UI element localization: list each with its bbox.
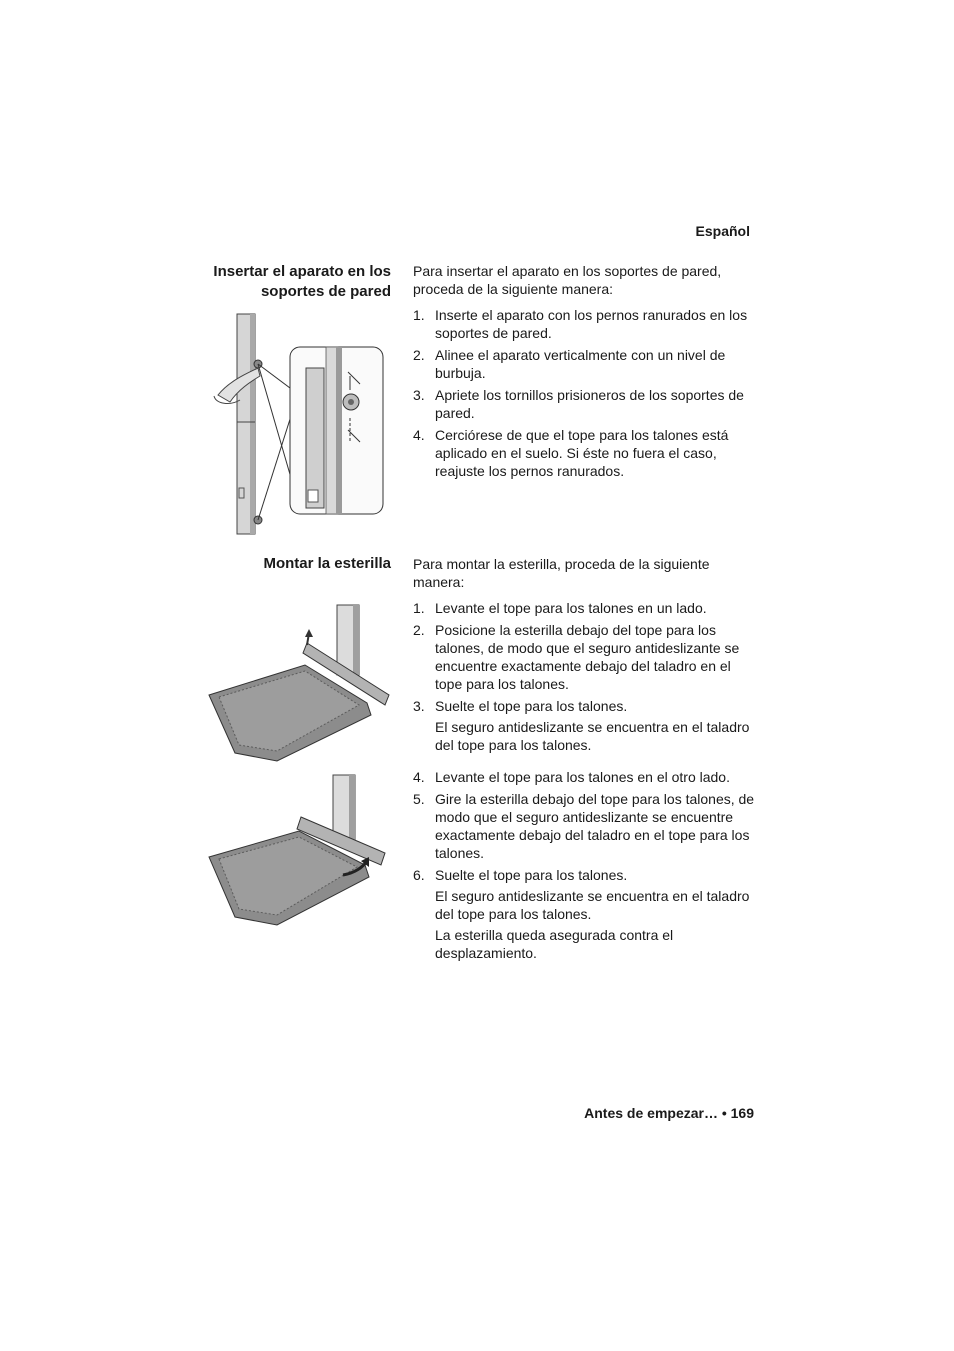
step-number: 2.	[413, 622, 425, 638]
list-item	[413, 697, 758, 754]
section2-intro: Para montar la esterilla, proceda de la siguiente manera:	[413, 556, 710, 590]
step-text: Posicione la esterilla debajo del tope para los talones, de modo que el seguro antideslizante se encuentre exactamente debajo del taladro en el tope para los talones.	[435, 622, 740, 692]
mat-illustration-2	[205, 773, 390, 928]
list-item	[413, 621, 758, 693]
step-number: 3.	[413, 387, 425, 403]
list-item	[413, 768, 758, 786]
list-item	[413, 866, 758, 962]
step-text: Alinee el aparato verticalmente con un nivel de burbuja.	[435, 347, 726, 381]
step-text: Suelte el tope para los talones.	[435, 867, 628, 883]
step-number: 3.	[413, 698, 425, 714]
list-item	[413, 306, 758, 342]
step-note: La esterilla queda asegurada contra el desplazamiento.	[435, 927, 674, 961]
list-item	[413, 386, 758, 422]
step-text: Apriete los tornillos prisioneros de los soportes de pared.	[435, 387, 744, 421]
wall-mount-illustration	[210, 310, 390, 535]
step-text: Inserte el aparato con los pernos ranurados en los soportes de pared.	[435, 307, 748, 341]
step-text: Levante el tope para los talones en el otro lado.	[435, 769, 730, 785]
step-text: Cerciórese de que el tope para los talones está aplicado en el suelo. Si éste no fuera el caso, reajuste los pernos ranurados.	[435, 427, 729, 479]
list-item	[413, 599, 758, 617]
list-item	[413, 426, 758, 480]
step-note: El seguro antideslizante se encuentra en el taladro del tope para los talones.	[435, 719, 750, 753]
step-number: 4.	[413, 427, 425, 443]
page-footer: Antes de empezar… • 169	[584, 1105, 754, 1121]
section2-steps-b	[413, 768, 758, 962]
step-note: El seguro antideslizante se encuentra en el taladro del tope para los talones.	[435, 888, 750, 922]
step-text: Levante el tope para los talones en un lado.	[435, 600, 707, 616]
section-heading-insert: Insertar el aparato en los soportes de pared	[213, 263, 391, 300]
step-text: Gire la esterilla debajo del tope para los talones, de modo que el seguro antideslizante se encuentre exactamente debajo del taladro en el tope para los talones.	[435, 791, 755, 861]
section1-steps	[413, 306, 758, 480]
step-number: 6.	[413, 867, 425, 883]
step-number: 5.	[413, 791, 425, 807]
section1-intro: Para insertar el aparato en los soportes de pared, proceda de la siguiente manera:	[413, 263, 722, 297]
mat-illustration-1	[205, 603, 390, 763]
language-label: Español	[695, 223, 750, 239]
section-heading-mat: Montar la esterilla	[263, 555, 391, 572]
section2-steps-a	[413, 599, 758, 754]
list-item	[413, 346, 758, 382]
step-number: 1.	[413, 600, 425, 616]
step-number: 2.	[413, 347, 425, 363]
step-number: 4.	[413, 769, 425, 785]
list-item	[413, 790, 758, 862]
step-text: Suelte el tope para los talones.	[435, 698, 628, 714]
step-number: 1.	[413, 307, 425, 323]
